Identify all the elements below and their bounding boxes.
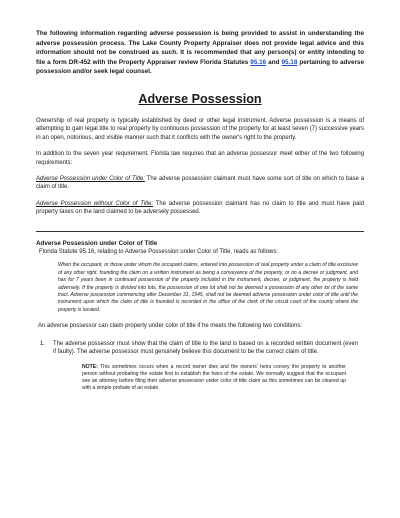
list-item-text: The adverse possessor must show that the claim of title to the land is based on a recorded written document (even if faulty). The adverse possessor must genuinely believe this document to be the correct claim of title.: [53, 340, 358, 356]
requirement-color-of-title-label: Adverse Possession under Color of Title:: [36, 176, 145, 182]
note-text: This sometimes occurs when a record owner dies and the owners' heirs convey the property to another person without probating the estate first to establish the heirs of the estate. We normally suggest that the occupant see an attorney before filing their adverse possession under color of title claim as this sometimes can be cleared up with a simple probate of an estate.: [82, 363, 346, 392]
list-item-number: 1.: [40, 340, 45, 347]
requirement-without-color-of-title-text: The adverse possession claimant has no claim to title and must have paid property taxes on the land claimed to be adversely possessed.: [36, 200, 364, 216]
note-paragraph: [82, 364, 346, 393]
note-label: NOTE:: [82, 363, 98, 370]
section-divider: [36, 231, 364, 232]
list-item: [36, 340, 364, 357]
statute-quote: When the occupant, or those under whom the occupant claims, entered into possession of real property under a claim of title exclusive of any other right, founding the claim on a written instrument as being a conveyance of the property, or on a decree or judgment, and has for 7 years been in continued possession of the property included in the instrument, decree, or judgment, the property is held adversely. If the property is divided into lots, the possession of one lot shall not be deemed a possession of any other lot of the same tract. Adverse possession commencing after December 31, 1945, shall not be deemed adverse possession under color of title until the instrument upon which the claim of title is founded is recorded in the office of the clerk of the circuit court of the county where the property is located.: [58, 262, 358, 313]
statute-95-18-link[interactable]: 95.18: [281, 58, 298, 66]
requirement-without-color-of-title-label: Adverse Possession without Color of Title:: [36, 200, 154, 207]
disclaimer-text-and: and: [266, 58, 282, 66]
intro-paragraph: Ownership of real property is typically established by deed or other legal instrument. Adverse possession is a means of attempting to gain legal title to real property by continuous possession of the property for at least seven (7) successive years in an open, notorious, and visible manner such that it conflicts with the owner's right to the property.: [36, 117, 364, 141]
section-heading: Adverse Possession under Color of Title: [36, 239, 158, 247]
page-title: Adverse Possession: [138, 91, 262, 106]
disclaimer-text-after: pertaining to adverse possession and/or seek legal counsel.: [36, 58, 364, 76]
statute-95-16-link[interactable]: 95.16: [250, 58, 267, 66]
requirement-color-of-title: [36, 175, 364, 192]
requirements-paragraph: In addition to the seven year requirement, Florida law requires that an adverse possessor meet either of the two following requirements:: [36, 151, 364, 166]
requirement-color-of-title-text: The adverse possession claimant must have some sort of title on which to base a claim of title.: [36, 176, 364, 191]
conditions-intro: An adverse possessor can claim property under color of title if he meets the following two conditions:: [38, 323, 303, 330]
disclaimer-text-before: The following information regarding adverse possession is being provided to assist in understanding the adverse possession process. The Lake County Property Appraiser does not provide legal advice and this information should not be construed as such. It is recommended that any person(s) or entity intending to file a form DR-452 with the Property Appraiser review Florida Statutes: [36, 30, 364, 66]
statute-intro: Florida Statute 95.16, relating to Adverse Possession under Color of Title, reads as follows:: [39, 249, 278, 256]
requirement-without-color-of-title: [36, 200, 364, 217]
disclaimer-paragraph: [36, 29, 364, 77]
